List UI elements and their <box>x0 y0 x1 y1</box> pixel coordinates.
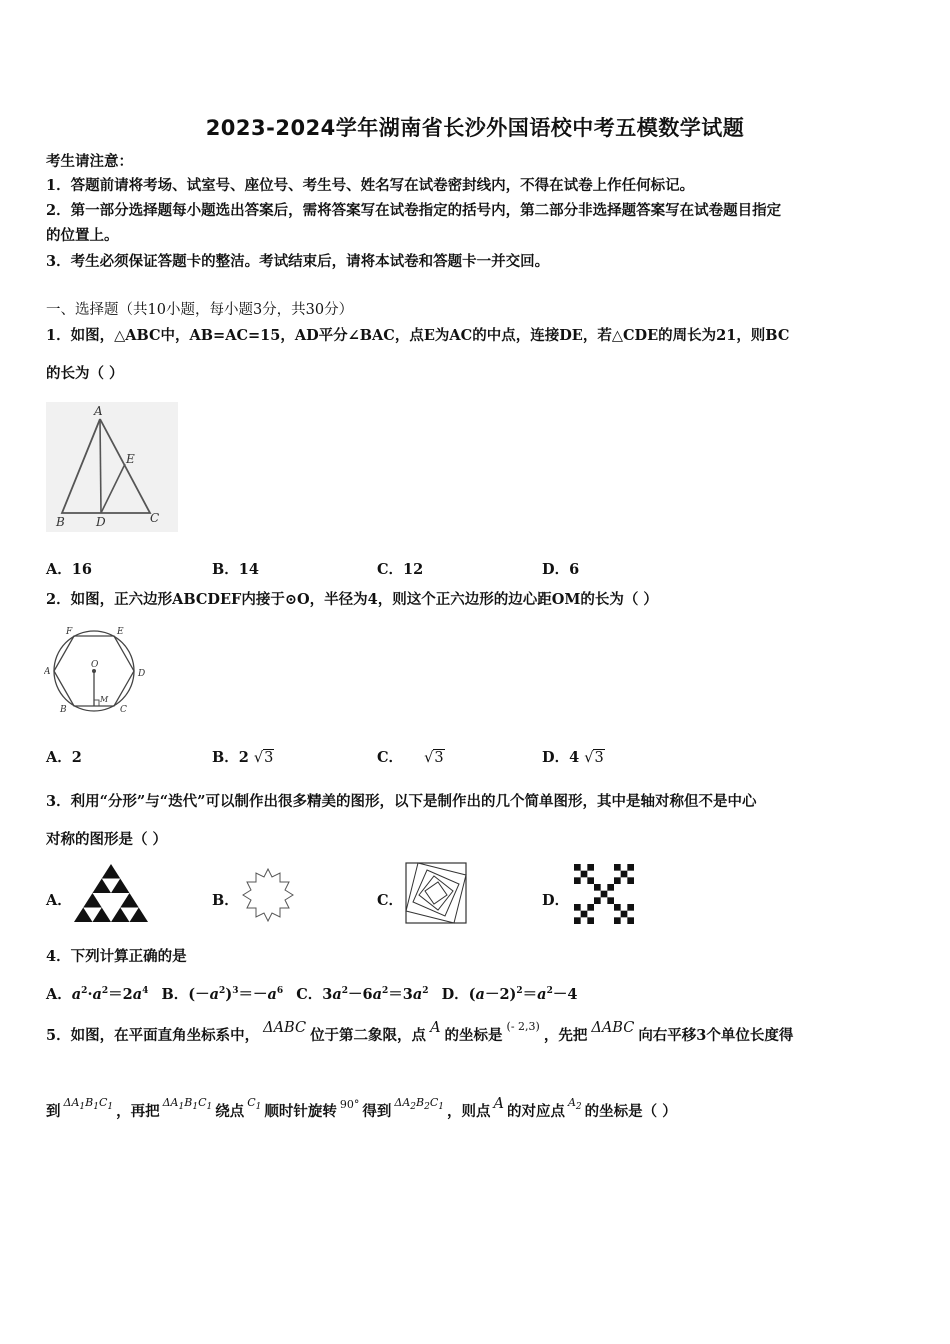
q3-option-b[interactable]: B． <box>212 892 239 909</box>
q2-hexagon-figure <box>44 624 154 716</box>
q3-text: 对称的图形是（ ） <box>46 831 168 848</box>
notice-item: 2．第一部分选择题每小题选出答案后，需将答案写在试卷指定的括号内，第二部分非选择题答案写在试卷题目指定 <box>46 202 782 219</box>
q5-text: 顺时针旋转 <box>264 1103 337 1120</box>
q5-line1 <box>46 1020 794 1047</box>
q1-text: 的长为（ ） <box>46 365 124 382</box>
square <box>406 863 466 923</box>
label-d: D <box>96 515 106 529</box>
square <box>413 870 459 916</box>
q1-triangle-figure <box>46 402 178 532</box>
q2-option-b-label: B．2 <box>212 749 249 766</box>
notice-item: 的位置上。 <box>46 227 119 244</box>
q4-option-b-label: B． <box>161 985 189 1003</box>
q1-option-d[interactable]: D．6 <box>542 561 580 578</box>
q1-option-b[interactable]: B．14 <box>212 561 259 578</box>
label-m: M <box>100 695 109 704</box>
q5-text: 到 <box>46 1103 61 1120</box>
sqrt-radicand: 3 <box>264 750 274 766</box>
q5-text: 绕点 <box>215 1103 245 1120</box>
q2-option-c[interactable] <box>377 746 445 767</box>
label-c: C <box>120 705 127 715</box>
math-point-a: A <box>430 1020 441 1036</box>
sqrt-symbol: √3 <box>253 750 274 766</box>
q3-option-d[interactable]: D． <box>542 892 570 909</box>
q5-line2 <box>46 1096 677 1127</box>
q5-text: 的坐标是（ ） <box>584 1103 677 1120</box>
koch-snowflake-figure <box>240 866 296 924</box>
q5-text: ，则点 <box>446 1103 491 1120</box>
q4-option-d-label: D． <box>441 985 469 1003</box>
q4-text: 4．下列计算正确的是 <box>46 948 187 965</box>
math-coordinate: (- 2,3) <box>506 1020 540 1033</box>
q2-text: 2．如图，正六边形ABCDEF内接于⊙O，半径为4，则这个正六边形的边心距OM的长为（ ） <box>46 591 658 608</box>
q5-text: 位于第二象限，点 <box>310 1027 427 1044</box>
q2-option-c-label: C． <box>377 749 404 766</box>
notice-item: 1．答题前请将考场、试室号、座位号、考生号、姓名写在试卷密封线内，不得在试卷上作任何标记。 <box>46 177 695 194</box>
q4-option-c-label: C． <box>296 985 323 1003</box>
q5-text: ，先把 <box>543 1027 588 1044</box>
q5-text: 得到 <box>362 1103 392 1120</box>
square <box>425 882 447 904</box>
q5-text: 的坐标是 <box>444 1027 503 1044</box>
sqrt-radicand: 3 <box>594 750 604 766</box>
q2-option-d-label: D．4 <box>542 749 580 766</box>
label-e: E <box>126 452 135 466</box>
q3-option-a[interactable]: A． <box>46 892 72 909</box>
sqrt-symbol: √3 <box>584 750 604 766</box>
label-e: E <box>117 627 124 637</box>
q2-option-b[interactable] <box>212 746 274 767</box>
sqrt-symbol: √3 <box>424 750 444 766</box>
q3-option-c[interactable]: C． <box>377 892 404 909</box>
q1-text: 1．如图，△ABC中，AB=AC=15，AD平分∠BAC，点E为AC的中点，连接DE，若△CDE的周长为21，则BC <box>46 327 790 344</box>
q5-text: 向右平移3个单位长度得 <box>638 1027 794 1044</box>
notice-item: 3．考生必须保证答题卡的整洁。考试结束后，请将本试卷和答题卡一并交回。 <box>46 253 550 270</box>
checker-blocks <box>574 864 634 924</box>
section-heading: 一、选择题（共10小题，每小题3分，共30分） <box>46 302 354 318</box>
q5-text: ，再把 <box>116 1103 160 1120</box>
q4-options-row <box>46 981 577 1005</box>
q4-option-a-label: A． <box>46 985 72 1003</box>
snowflake-outline <box>243 869 293 921</box>
q2-option-a[interactable]: A．2 <box>46 749 82 766</box>
q4-option-b[interactable]: B．$(-a^2)^3=-a^6$ <box>161 985 284 1003</box>
square <box>406 863 466 923</box>
q1-option-c[interactable]: C．12 <box>377 561 424 578</box>
q5-text: 的对应点 <box>506 1103 565 1120</box>
math-triangle-a1b1c1: ΔA1B1C1 <box>63 1096 114 1113</box>
sierpinski-triangle-figure <box>74 864 148 924</box>
math-triangle-abc: ΔABC <box>263 1020 307 1036</box>
math-degree: 90° <box>339 1098 360 1111</box>
label-a: A <box>94 404 103 418</box>
q4-option-c[interactable]: C．$3a^2-6a^2=3a^2$ <box>296 985 429 1003</box>
label-d: D <box>138 669 146 679</box>
page-title: 2023-2024学年湖南省长沙外国语校中考五模数学试题 <box>205 116 745 140</box>
right-angle-mark <box>94 700 99 706</box>
math-triangle-a2b2c1: ΔA2B2C1 <box>394 1096 444 1113</box>
q4-option-a[interactable]: A．$a^2\cdot a^2=2a^4$ <box>46 985 149 1003</box>
math-point-c1: C1 <box>247 1096 262 1113</box>
q3-text: 3．利用“分形”与“迭代”可以制作出很多精美的图形，以下是制作出的几个简单图形，其中是轴对称但不是中心 <box>46 793 757 810</box>
math-point-a2: A2 <box>567 1096 582 1113</box>
q5-text: 5．如图，在平面直角坐标系中， <box>46 1027 260 1044</box>
math-triangle-a1b1c1: ΔA1B1C1 <box>162 1096 213 1113</box>
notice-header: 考生请注意： <box>46 153 133 170</box>
q1-option-a[interactable]: A．16 <box>46 561 92 578</box>
label-c: C <box>150 511 160 525</box>
math-point-a: A <box>493 1096 504 1112</box>
label-a: A <box>44 667 51 677</box>
label-b: B <box>56 515 65 529</box>
label-o: O <box>91 660 99 670</box>
q4-option-d[interactable]: D．$(a-2)^2=a^2-4$ <box>441 985 578 1003</box>
checker-fractal-figure <box>574 864 634 924</box>
q2-option-d[interactable] <box>542 746 605 767</box>
math-triangle-abc: ΔABC <box>591 1020 635 1036</box>
sqrt-radicand: 3 <box>434 750 444 766</box>
rotated-squares-figure <box>405 862 467 924</box>
square <box>419 876 453 910</box>
segment-ad <box>100 419 101 513</box>
label-f: F <box>66 627 73 637</box>
label-b: B <box>60 705 67 715</box>
